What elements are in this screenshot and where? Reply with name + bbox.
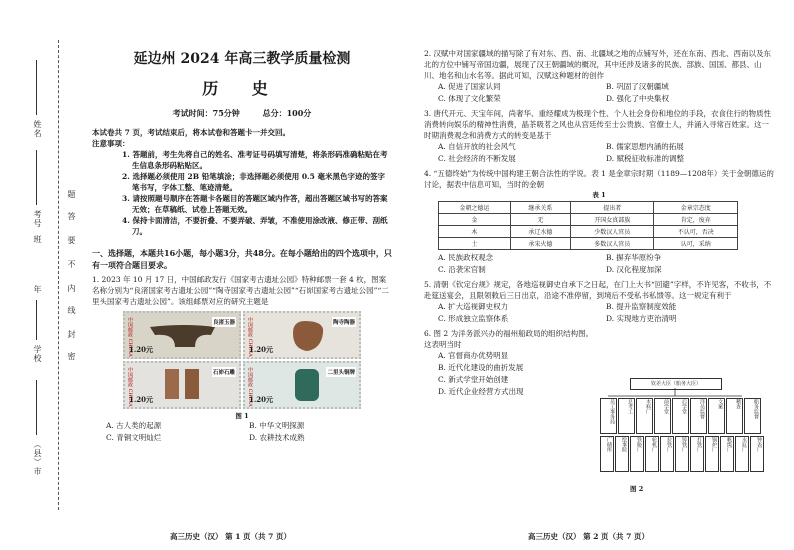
org-chart-node: 轮机厂 <box>645 436 659 472</box>
org-chart-node: 前学堂 <box>654 398 671 434</box>
table-cell: 木 <box>439 226 511 238</box>
stamp-name: 二里头铜牌 <box>326 367 356 377</box>
table-row <box>439 226 738 238</box>
org-chart-top-box: 钦差大臣（船务大臣） <box>630 378 722 390</box>
org-chart-node: 绘事院 <box>615 436 629 472</box>
org-chart-node: 员工事务局 <box>600 398 617 434</box>
school-field[interactable] <box>36 300 37 340</box>
stamp-value: 1.20元 <box>249 395 274 404</box>
question-4-options <box>424 252 774 276</box>
org-chart-node: 铸铁厂 <box>675 436 689 472</box>
stamp-erlitou <box>243 361 361 409</box>
intro-text: 本试卷共 7 页，考试结束后，将本试卷和答题卡一并交回。 <box>92 128 290 137</box>
option-d[interactable]: D. 近代企业经营方式出现 <box>438 387 524 396</box>
option-c[interactable]: C. 青铜文明灿烂 <box>106 433 162 442</box>
table-cell: 多数汉人官员 <box>571 238 654 250</box>
exam-meta <box>92 108 392 119</box>
table-cell: 无 <box>510 214 570 226</box>
org-chart-node: 文案 <box>708 398 725 434</box>
name-field[interactable] <box>36 60 37 115</box>
stamp-country: 中国邮政 CHINA <box>127 317 133 357</box>
table-cell: 金章宗态度 <box>654 202 738 214</box>
option-b[interactable]: B. 巩固了汉朝疆域 <box>606 82 669 91</box>
seal-char: 线 <box>67 306 76 315</box>
name-label: 姓名 <box>33 120 42 138</box>
question-1-options <box>92 420 392 444</box>
question-4: 4. “五德终始”为传统中国构建王朝合法性的学说。表 1 是金章宗时期（1189—1208年）关于金朝德运的讨论，据表中信息可知，当时的金朝 <box>424 169 774 189</box>
table-row <box>439 214 738 226</box>
option-a[interactable]: A. 官督商办优势明显 <box>438 351 509 360</box>
notice-item: 3. 请按照题号顺序在答题卡各题目的答题区域内作答，超出答题区域书写的答案无效；在草稿纸、试卷上答题无效。 <box>122 194 388 214</box>
org-chart-node: 船务监督 <box>744 398 761 434</box>
page-1 <box>92 48 392 444</box>
table-cell: 继承关系 <box>510 202 570 214</box>
stamp-shimao <box>123 361 241 409</box>
stamp-value: 1.20元 <box>129 395 154 404</box>
option-a[interactable]: A. 扩大巡视御史权力 <box>438 302 509 311</box>
stamp-country: 中国邮政 CHINA <box>247 317 253 357</box>
stamp-value: 1.20元 <box>249 345 274 354</box>
question-3: 3. 唐代开元、天宝年间，尚奢华、重经耀成为极现个性、个人社会身份和地位的手段，衣食住行的物质性消费转向娱乐的精神性消费，晶茶吸茗之风也从宫廷传至士公贵族、官僚士人，并涌入寻常百姓家。这一时期消费观念和消费方式的转变是基于 <box>424 109 772 140</box>
notice-label: 注意事项： <box>92 139 130 148</box>
table-cell: 金朝之德运 <box>439 202 511 214</box>
question-6-options <box>424 350 608 398</box>
option-a[interactable]: A. 自信开放的社会风气 <box>438 142 516 151</box>
exam-title: 延边州 2024 年高三教学质量检测 <box>133 51 351 67</box>
stamp-grid <box>123 311 361 409</box>
subject-title: 历 史 <box>202 79 282 98</box>
stamp-name: 良渚玉器 <box>212 317 236 327</box>
question-1: 1. 2023 年 10 月 17 日，中国邮政发行《国家考古遗址公园》特种邮票一套 4 枚，图案名称分别为“良渚国家考古遗址公园”“陶寺国家考古遗址公园”“石峁国家考古遗址公园”“二里头国家考古遗址公园”。该组邮票对应的研究主题是 <box>92 275 389 306</box>
class-label: 班 <box>33 235 42 244</box>
page-1-footer: 高三历史（汉） 第 1 页（共 7 页） <box>170 532 291 541</box>
option-d[interactable]: D. 实现地方吏治清明 <box>606 314 677 323</box>
table-cell: 土 <box>439 238 511 250</box>
question-6: 6. 图 2 为洋务派兴办的福州船政局的组织结构图。这表明当时 <box>424 329 594 349</box>
seal-char: 封 <box>67 330 76 339</box>
stamp-country: 中国邮政 CHINA <box>247 367 253 407</box>
table-cell: 开国女真部族 <box>571 214 654 226</box>
table-cell: 肯定，废弃 <box>654 214 738 226</box>
org-chart-figure <box>600 378 762 478</box>
stamp-name: 石峁石雕 <box>212 367 236 377</box>
option-b[interactable]: B. 儒家思想内涵的拓展 <box>606 142 684 151</box>
stamp-name: 陶寺陶器 <box>332 317 356 327</box>
question-2: 2. 汉赋中对国家疆域的描写除了有对东、西、南、北疆域之地的点铺写外，还在东南、西北、西南以及东北的方位中铺写帝国边疆，展现了汉王朝疆域的概况，其中还涉及诸多的民族、部族、国国、都县、山川、地名和山水名等。据此可知，汉赋这种题材的创作 <box>424 49 772 80</box>
table-row <box>439 238 738 250</box>
option-b[interactable]: B. 中华文明探源 <box>249 421 305 430</box>
option-d[interactable]: D. 汉化程度加深 <box>606 265 662 274</box>
option-d[interactable]: D. 农耕技术成熟 <box>249 433 305 442</box>
option-a[interactable]: A. 民族政权观念 <box>438 253 494 262</box>
option-c[interactable]: C. 形成独立监察体系 <box>438 314 509 323</box>
org-chart-node: 后学堂 <box>672 398 689 434</box>
exam-score: 总分：100分 <box>262 108 312 118</box>
seal-char: 密 <box>67 352 76 361</box>
grade-label: 年 <box>33 285 42 294</box>
table-1-caption: 表 1 <box>592 191 606 199</box>
stamp-country: 中国邮政 CHINA <box>127 367 133 407</box>
seal-char: 答 <box>67 212 76 221</box>
exam-time: 考试时间：75分钟 <box>172 108 240 118</box>
exam-no-label: 考号 <box>33 210 42 228</box>
org-chart-node: 钟表厂 <box>750 436 764 472</box>
seal-char: 题 <box>67 190 76 199</box>
org-chart-node: 水缸厂 <box>735 436 749 472</box>
county-label: （县）市 <box>33 440 42 476</box>
org-chart-mid-row <box>600 398 761 434</box>
stamp-liangzhu <box>123 311 241 359</box>
figure-1-caption: 图 1 <box>235 412 249 420</box>
county-field[interactable] <box>36 380 37 435</box>
question-2-options <box>424 81 774 105</box>
org-chart-node: 帆缆厂 <box>720 436 734 472</box>
question-5: 5. 清朝《钦定台规》规定，各地巡视御史自承下之日起，在门上大书“回避”字样，不许见客，不收书，不赴筵送宴会，且限领敕后三日出京，沿途不准停留，到境后不受私书私馈等。这一规定有利于 <box>424 280 772 300</box>
option-a[interactable]: A. 促进了国家认同 <box>438 82 501 91</box>
seal-char: 要 <box>67 236 76 245</box>
table-cell: 承辽水德 <box>510 226 570 238</box>
org-chart-node: 总考工 <box>618 398 635 434</box>
notice-item: 4. 保持卡面清洁，不要折叠、不要弄破、弄皱，不准使用涂改液、修正带、刮纸刀。 <box>122 216 388 236</box>
notice-item: 2. 选择题必须使用 2B 铅笔填涂；非选择题必须使用 0.5 毫米黑色字迹的签字笔书写，字体工整、笔迹清楚。 <box>122 172 385 192</box>
org-chart-node: 打铁厂 <box>690 436 704 472</box>
org-chart-node: 拉铁厂 <box>660 436 674 472</box>
org-chart-node: 木料厂 <box>636 398 653 434</box>
option-a[interactable]: A. 古人类的起源 <box>106 421 162 430</box>
org-chart-node: 锅炉厂 <box>705 436 719 472</box>
org-chart-node: 广储所 <box>600 436 614 472</box>
option-c[interactable]: C. 社会经济的不断发展 <box>438 154 516 163</box>
option-c[interactable]: C. 体现了文化繁荣 <box>438 94 501 103</box>
stamp-taosi <box>243 311 361 359</box>
figure-2-caption: 图 2 <box>630 485 644 493</box>
question-3-options <box>424 141 774 165</box>
stamp-value: 1.20元 <box>129 345 154 354</box>
table-cell: 少数汉人官员 <box>571 226 654 238</box>
option-c[interactable]: C. 新式学堂开始创建 <box>438 375 509 384</box>
exam-no-field[interactable] <box>36 150 37 205</box>
notice-block <box>92 138 392 237</box>
org-chart-node: 铁胁厂 <box>630 436 644 472</box>
option-b[interactable]: B. 提升监察制度效能 <box>606 302 677 311</box>
table-cell: 承宋火德 <box>510 238 570 250</box>
table-cell: 认可，采纳 <box>654 238 738 250</box>
section-heading: 一、选择题，本题共16小题，每小题3分，共48分。在每小题给出的四个选项中，只有一项符合题目要求。 <box>92 248 392 270</box>
option-c[interactable]: C. 沿袭宋官制 <box>438 265 486 274</box>
table-cell: 金 <box>439 214 511 226</box>
table-row <box>439 202 738 214</box>
table-cell: 提出者 <box>571 202 654 214</box>
school-label: 学校 <box>33 345 42 363</box>
cut-line <box>58 40 59 510</box>
org-chart-bottom-row <box>600 436 764 472</box>
table-cell: 不认可，否决 <box>654 226 738 238</box>
option-b[interactable]: B. 摒弃华原纷争 <box>606 253 662 262</box>
org-chart-node: 稽查 <box>726 398 743 434</box>
seal-char: 不 <box>67 260 76 269</box>
option-b[interactable]: B. 近代化建设的曲折发展 <box>438 363 524 372</box>
org-chart-node: 洋员监督 <box>690 398 707 434</box>
notice-item: 1. 答题前，考生先将自己的姓名、准考证号码填写清楚，将条形码准确粘贴在考生信息条形码粘贴区。 <box>122 150 388 170</box>
binding-strip <box>0 0 90 550</box>
option-d[interactable]: D. 赋税征收标准的调整 <box>606 154 685 163</box>
seal-char: 内 <box>67 284 76 293</box>
page-2-footer: 高三历史（汉） 第 2 页（共 7 页） <box>528 532 649 541</box>
table-1 <box>438 201 738 250</box>
question-5-options <box>424 301 774 325</box>
page-2 <box>424 48 774 452</box>
option-d[interactable]: D. 强化了中央集权 <box>606 94 670 103</box>
